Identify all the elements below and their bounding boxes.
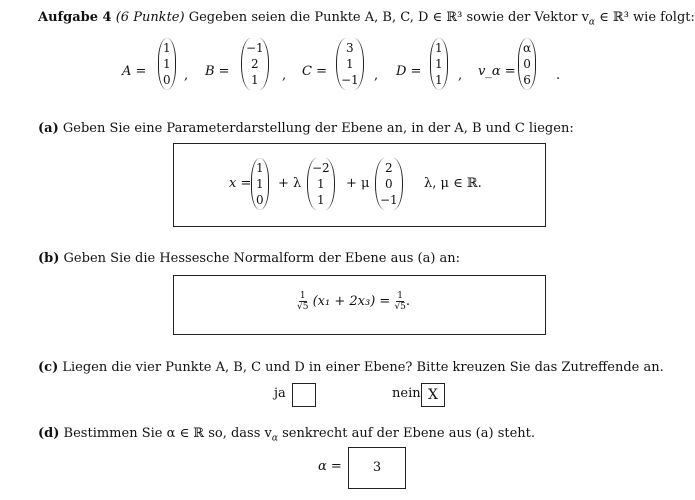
task-title: Aufgabe 4 [38, 10, 112, 25]
answer-a-vector-2: −2 1 1 [307, 158, 335, 210]
answer-a-lhs: x = [229, 176, 252, 191]
answer-a-vector-1: 1 1 0 [251, 158, 269, 210]
task-intro-end: ∈ ℝ³ wie folgt: [599, 10, 695, 25]
vector-B-label: B = [205, 64, 230, 79]
task-header [38, 10, 695, 28]
comma: , [184, 68, 189, 83]
answer-a-plus-mu: + μ [346, 176, 370, 191]
vector-B: −1 2 1 [241, 38, 269, 90]
vector-v: α 0 6 [518, 38, 536, 90]
task-points: (6 Punkte) [115, 10, 185, 25]
answer-b-rhs-fraction: $\frac{1}{√5}$ [394, 291, 406, 312]
task-intro-sub: α [588, 17, 595, 28]
task-intro: Gegeben seien die Punkte A, B, C, D ∈ ℝ³ sowie der Vektor v [188, 10, 589, 25]
answer-b-fraction: $\frac{1}{√5}$ [297, 291, 309, 312]
part-d-question: (d) Bestimmen Sie α ∈ ℝ so, dass $v_\alpha$ senkrecht auf der Ebene aus (a) steht. [38, 426, 536, 444]
answer-d-label: α = [318, 459, 342, 474]
answer-a-vector-3: 2 0 −1 [375, 158, 403, 210]
answer-b-formula: $\frac{1}{√5}$ (x₁ + 2x₃) = $\frac{1}{√5}$ . [297, 291, 411, 312]
nein-label: nein [392, 386, 421, 401]
ja-checkbox[interactable] [292, 383, 316, 407]
comma: , [282, 68, 287, 83]
vector-D: 1 1 1 [430, 38, 448, 90]
vector-v-label: v_α = [478, 64, 516, 79]
vector-A: 1 1 0 [158, 38, 176, 90]
part-c-question: (c) Liegen die vier Punkte A, B, C und D in einer Ebene? Bitte kreuzen Sie das Zutreffende an. [38, 360, 664, 375]
answer-d-value: 3 [372, 460, 382, 475]
ja-label: ja [274, 386, 286, 401]
vector-C-label: C = [302, 64, 327, 79]
vector-C: 3 1 −1 [336, 38, 364, 90]
comma: , [458, 68, 463, 83]
part-a-question: (a) Geben Sie eine Parameterdarstellung der Ebene an, in der A, B und C liegen: [38, 121, 574, 136]
part-b-question: (b) Geben Sie die Hessesche Normalform der Ebene aus (a) an: [38, 251, 461, 266]
comma: , [374, 68, 379, 83]
answer-a-domain: λ, μ ∈ ℝ. [424, 176, 482, 191]
nein-checkbox[interactable]: X [421, 383, 445, 407]
vector-A-label: A = [122, 64, 147, 79]
vector-D-label: D = [396, 64, 422, 79]
answer-a-plus-lambda: + λ [278, 176, 302, 191]
answer-d-box[interactable] [348, 447, 406, 489]
period: . [556, 68, 561, 83]
